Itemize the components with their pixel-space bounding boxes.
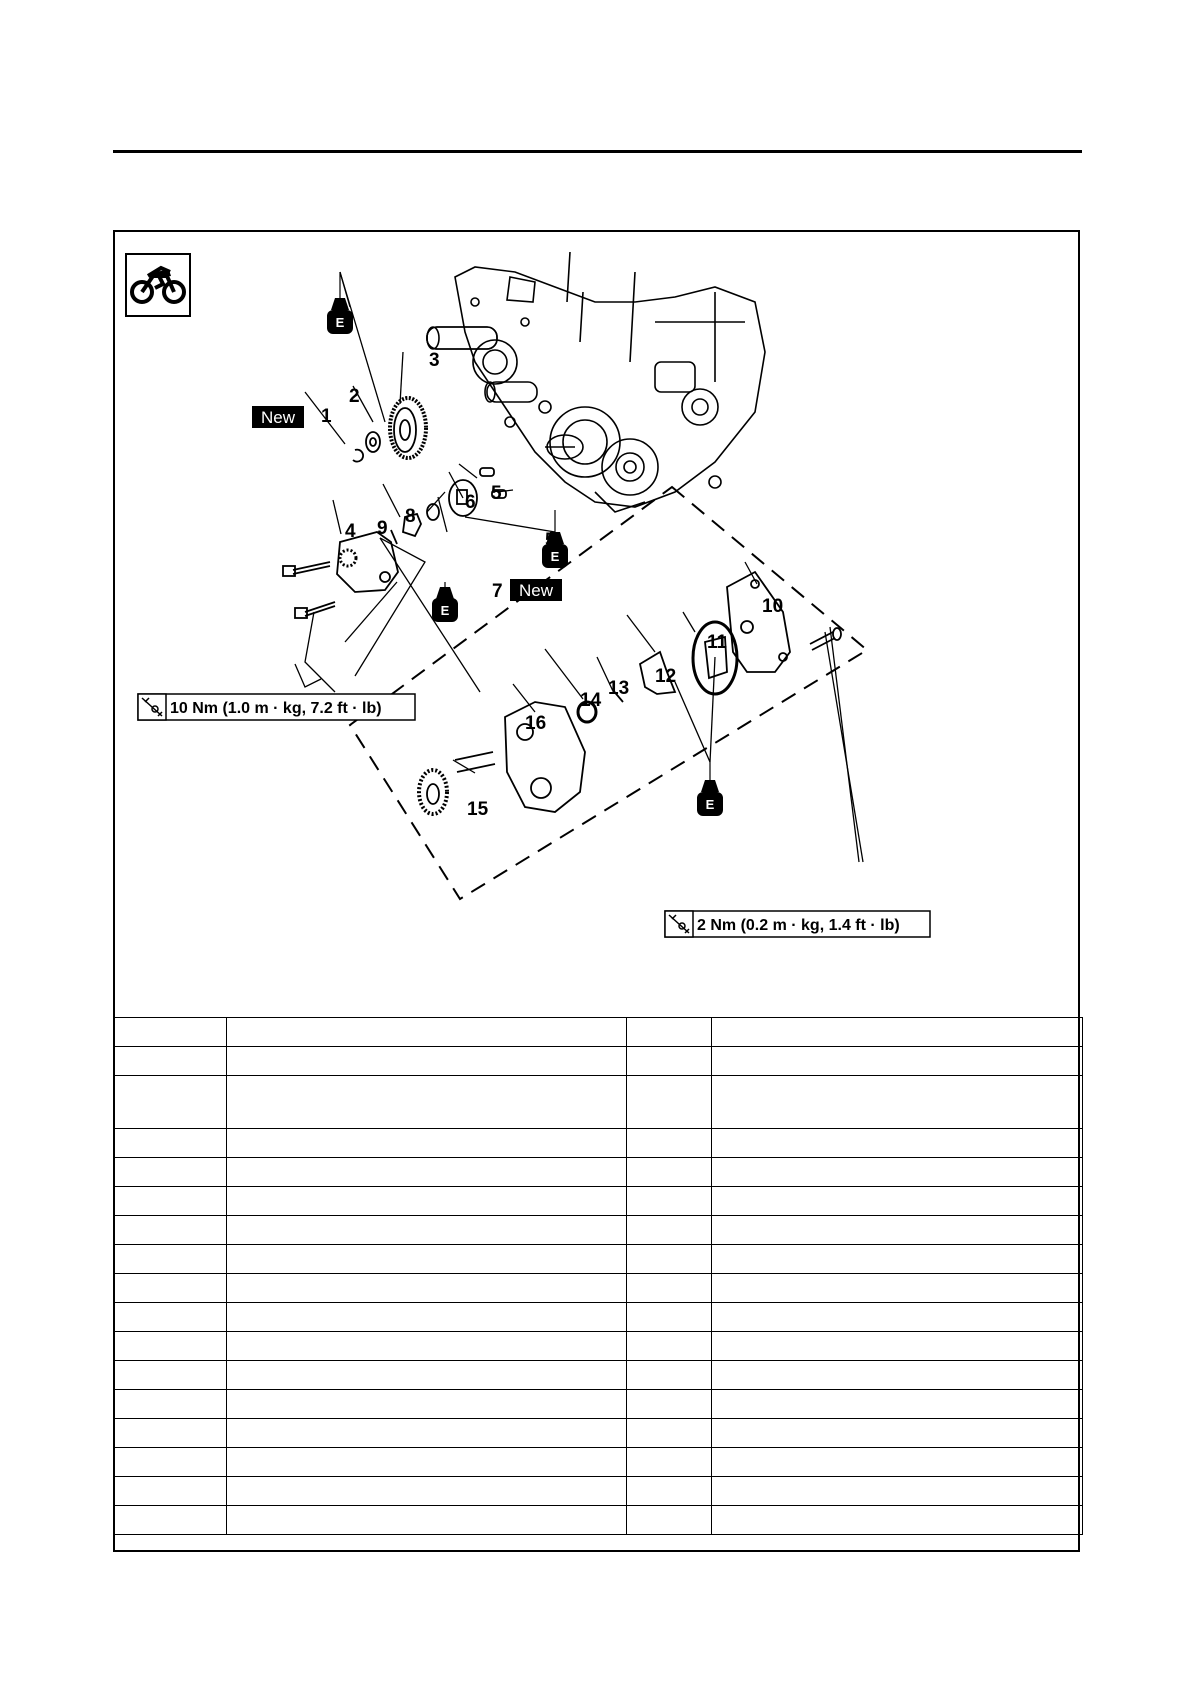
label-part-14: 14 — [580, 690, 602, 711]
table-row — [114, 1506, 1083, 1535]
table-cell — [114, 1076, 227, 1129]
crankcase-illustration — [427, 252, 765, 512]
motorcycle-icon — [126, 254, 190, 316]
torque-callout-bolts — [138, 694, 415, 720]
table-cell — [627, 1477, 712, 1506]
table-cell — [712, 1216, 1083, 1245]
table-cell — [227, 1187, 627, 1216]
table-cell — [627, 1274, 712, 1303]
table-cell — [627, 1187, 712, 1216]
label-part-2: 2 — [349, 386, 360, 407]
table-cell — [712, 1274, 1083, 1303]
table-cell — [627, 1047, 712, 1076]
table-cell — [114, 1018, 227, 1047]
table-cell — [627, 1076, 712, 1129]
table-cell — [114, 1419, 227, 1448]
table-row — [114, 1477, 1083, 1506]
table-cell — [227, 1361, 627, 1390]
table-cell — [114, 1332, 227, 1361]
table-row — [114, 1448, 1083, 1477]
table-row — [114, 1018, 1083, 1047]
torque-callout-screw — [665, 911, 930, 937]
table-cell — [712, 1076, 1083, 1129]
table-cell — [227, 1419, 627, 1448]
table-cell — [627, 1390, 712, 1419]
table-cell — [627, 1506, 712, 1535]
oil-can-icon — [697, 762, 723, 816]
label-part-5: 5 — [491, 483, 502, 504]
table-row — [114, 1076, 1083, 1129]
table-cell — [627, 1216, 712, 1245]
svg-text:New: New — [518, 581, 554, 600]
svg-text:10 Nm (1.0 m · kg, 7.2 ft · lb: 10 Nm (1.0 m · kg, 7.2 ft · lb) — [170, 700, 382, 717]
svg-text:2 Nm (0.2 m · kg, 1.4 ft · lb): 2 Nm (0.2 m · kg, 1.4 ft · lb) — [697, 917, 900, 934]
table-row — [114, 1390, 1083, 1419]
table-cell — [114, 1303, 227, 1332]
oil-can-icon — [432, 582, 458, 622]
table-cell — [114, 1390, 227, 1419]
table-cell — [114, 1477, 227, 1506]
label-part-3: 3 — [429, 350, 440, 371]
table-cell — [627, 1361, 712, 1390]
table-cell — [712, 1419, 1083, 1448]
table-cell — [227, 1506, 627, 1535]
table-cell — [114, 1158, 227, 1187]
table-cell — [114, 1361, 227, 1390]
label-part-8: 8 — [405, 506, 416, 527]
table-cell — [227, 1303, 627, 1332]
label-part-4: 4 — [345, 521, 356, 542]
table-cell — [627, 1303, 712, 1332]
label-part-16: 16 — [525, 713, 547, 734]
table-cell — [114, 1047, 227, 1076]
table-cell — [227, 1018, 627, 1047]
label-part-7: 7 — [492, 581, 503, 602]
svg-text:E: E — [440, 603, 450, 618]
table-row — [114, 1047, 1083, 1076]
table-cell — [627, 1158, 712, 1187]
table-cell — [227, 1332, 627, 1361]
table-row — [114, 1158, 1083, 1187]
new-tag-part-1 — [252, 406, 304, 428]
table-row — [114, 1419, 1083, 1448]
table-cell — [114, 1129, 227, 1158]
table-cell — [712, 1245, 1083, 1274]
table-cell — [712, 1390, 1083, 1419]
table-cell — [712, 1448, 1083, 1477]
oil-pump-exploded-diagram — [115, 232, 1082, 1022]
table-cell — [627, 1245, 712, 1274]
table-cell — [627, 1129, 712, 1158]
label-part-12: 12 — [655, 666, 677, 687]
table-cell — [114, 1448, 227, 1477]
table-cell — [712, 1187, 1083, 1216]
table-row — [114, 1332, 1083, 1361]
svg-text:E: E — [550, 549, 560, 564]
table-cell — [712, 1332, 1083, 1361]
exploded-view-frame — [113, 230, 1080, 1552]
label-part-6: 6 — [465, 492, 476, 513]
new-tag-part-7 — [510, 579, 562, 601]
table-row — [114, 1274, 1083, 1303]
table-cell — [712, 1158, 1083, 1187]
table-cell — [114, 1216, 227, 1245]
table-cell — [627, 1018, 712, 1047]
table-cell — [227, 1129, 627, 1158]
table-cell — [627, 1419, 712, 1448]
table-row — [114, 1361, 1083, 1390]
parts-table — [113, 1017, 1083, 1535]
table-cell — [227, 1076, 627, 1129]
table-cell — [227, 1245, 627, 1274]
label-part-1: 1 — [321, 406, 332, 427]
svg-text:E: E — [705, 797, 715, 812]
label-part-5: 5 — [545, 530, 556, 551]
table-cell — [712, 1506, 1083, 1535]
table-cell — [712, 1018, 1083, 1047]
table-cell — [712, 1361, 1083, 1390]
table-row — [114, 1245, 1083, 1274]
svg-text:E: E — [335, 315, 345, 330]
table-cell — [712, 1303, 1083, 1332]
table-row — [114, 1216, 1083, 1245]
table-cell — [227, 1477, 627, 1506]
table-row — [114, 1187, 1083, 1216]
table-cell — [227, 1216, 627, 1245]
table-cell — [227, 1274, 627, 1303]
table-cell — [227, 1390, 627, 1419]
header-rule — [113, 150, 1082, 153]
table-cell — [227, 1158, 627, 1187]
label-part-15: 15 — [467, 799, 489, 820]
table-row — [114, 1129, 1083, 1158]
table-cell — [712, 1129, 1083, 1158]
table-cell — [227, 1047, 627, 1076]
table-row — [114, 1303, 1083, 1332]
svg-text:New: New — [260, 408, 296, 427]
table-cell — [227, 1448, 627, 1477]
label-part-9: 9 — [377, 518, 388, 539]
table-cell — [114, 1506, 227, 1535]
table-cell — [627, 1332, 712, 1361]
table-cell — [712, 1477, 1083, 1506]
label-part-10: 10 — [762, 596, 784, 617]
table-cell — [114, 1274, 227, 1303]
label-part-11: 11 — [707, 632, 728, 653]
table-cell — [627, 1448, 712, 1477]
label-part-13: 13 — [608, 678, 630, 699]
table-cell — [712, 1047, 1083, 1076]
table-cell — [114, 1187, 227, 1216]
table-cell — [114, 1245, 227, 1274]
